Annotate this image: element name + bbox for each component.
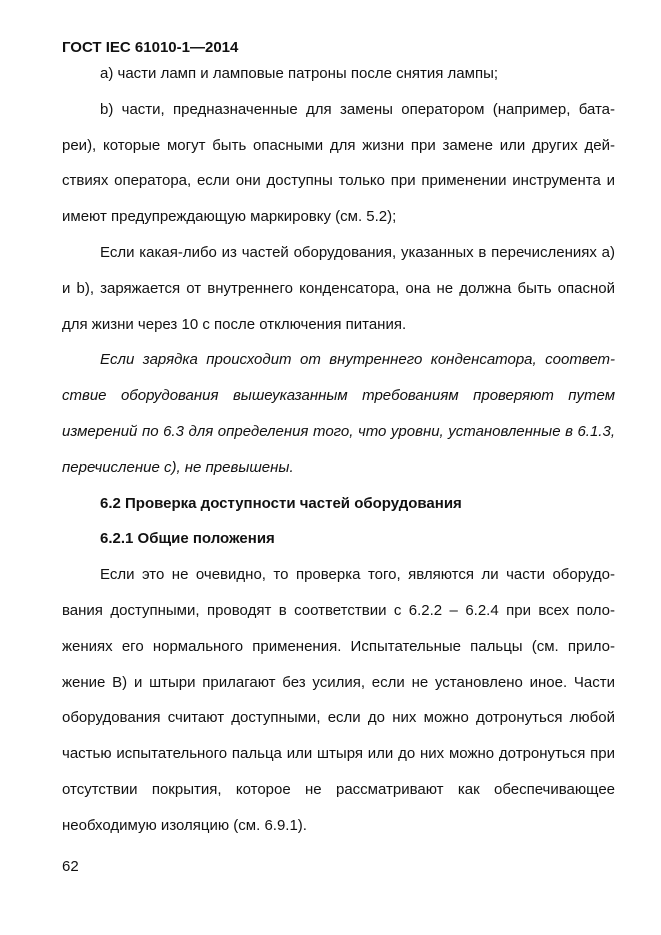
list-item-b: b) части, предназначенные для замены оператором (например, бата-реи), которые могут быть опасными для жизни при замене или других дей-ствиях оператора, если они доступны только при применении инструмента и имеют предупреждающую маркировку (см. 5.2);	[62, 100, 615, 226]
list-item-a: а) части ламп и ламповые патроны после снятия лампы;	[100, 65, 499, 82]
paragraph-compliance-check: Если зарядка происходит от внутреннего конденсатора, соответ-ствие оборудования вышеуказанным требованиям проверяют путем измерений по 6.3 для определения того, что уровни, установленные в 6.1.3, перечисление с), не превышены.	[62, 351, 615, 476]
page-number: 62	[62, 858, 79, 875]
paragraph-capacitor-requirement: Если какая-либо из частей оборудования, указанных в перечислениях а) и b), заряжается от внутреннего конденсатора, она не должна быть опасной для жизни через 10 с после отключения питания.	[62, 243, 615, 333]
section-heading-6-2-1: 6.2.1 Общие положения	[100, 530, 275, 548]
section-heading-6-2: 6.2 Проверка доступности частей оборудования	[100, 494, 462, 512]
page-header-standard-code: ГОСТ IEC 61010-1—2014	[62, 39, 239, 56]
body-text	[62, 56, 615, 844]
paragraph-general-provisions: Если это не очевидно, то проверка того, являются ли части оборудо-вания доступными, проводят в соответствии с 6.2.2 – 6.2.4 при всех поло-жениях его нормального применения. Испытательные пальцы (см. прило-жение В) и штыри прилагают без усилия, если не установлено иное. Части оборудования считают доступными, если до них можно дотронуться любой частью испытательного пальца или штыря или до них можно дотронуться при отсутствии покрытия, которое не рассматривают как обеспечивающее необходимую изоляцию (см. 6.9.1).	[62, 566, 615, 834]
